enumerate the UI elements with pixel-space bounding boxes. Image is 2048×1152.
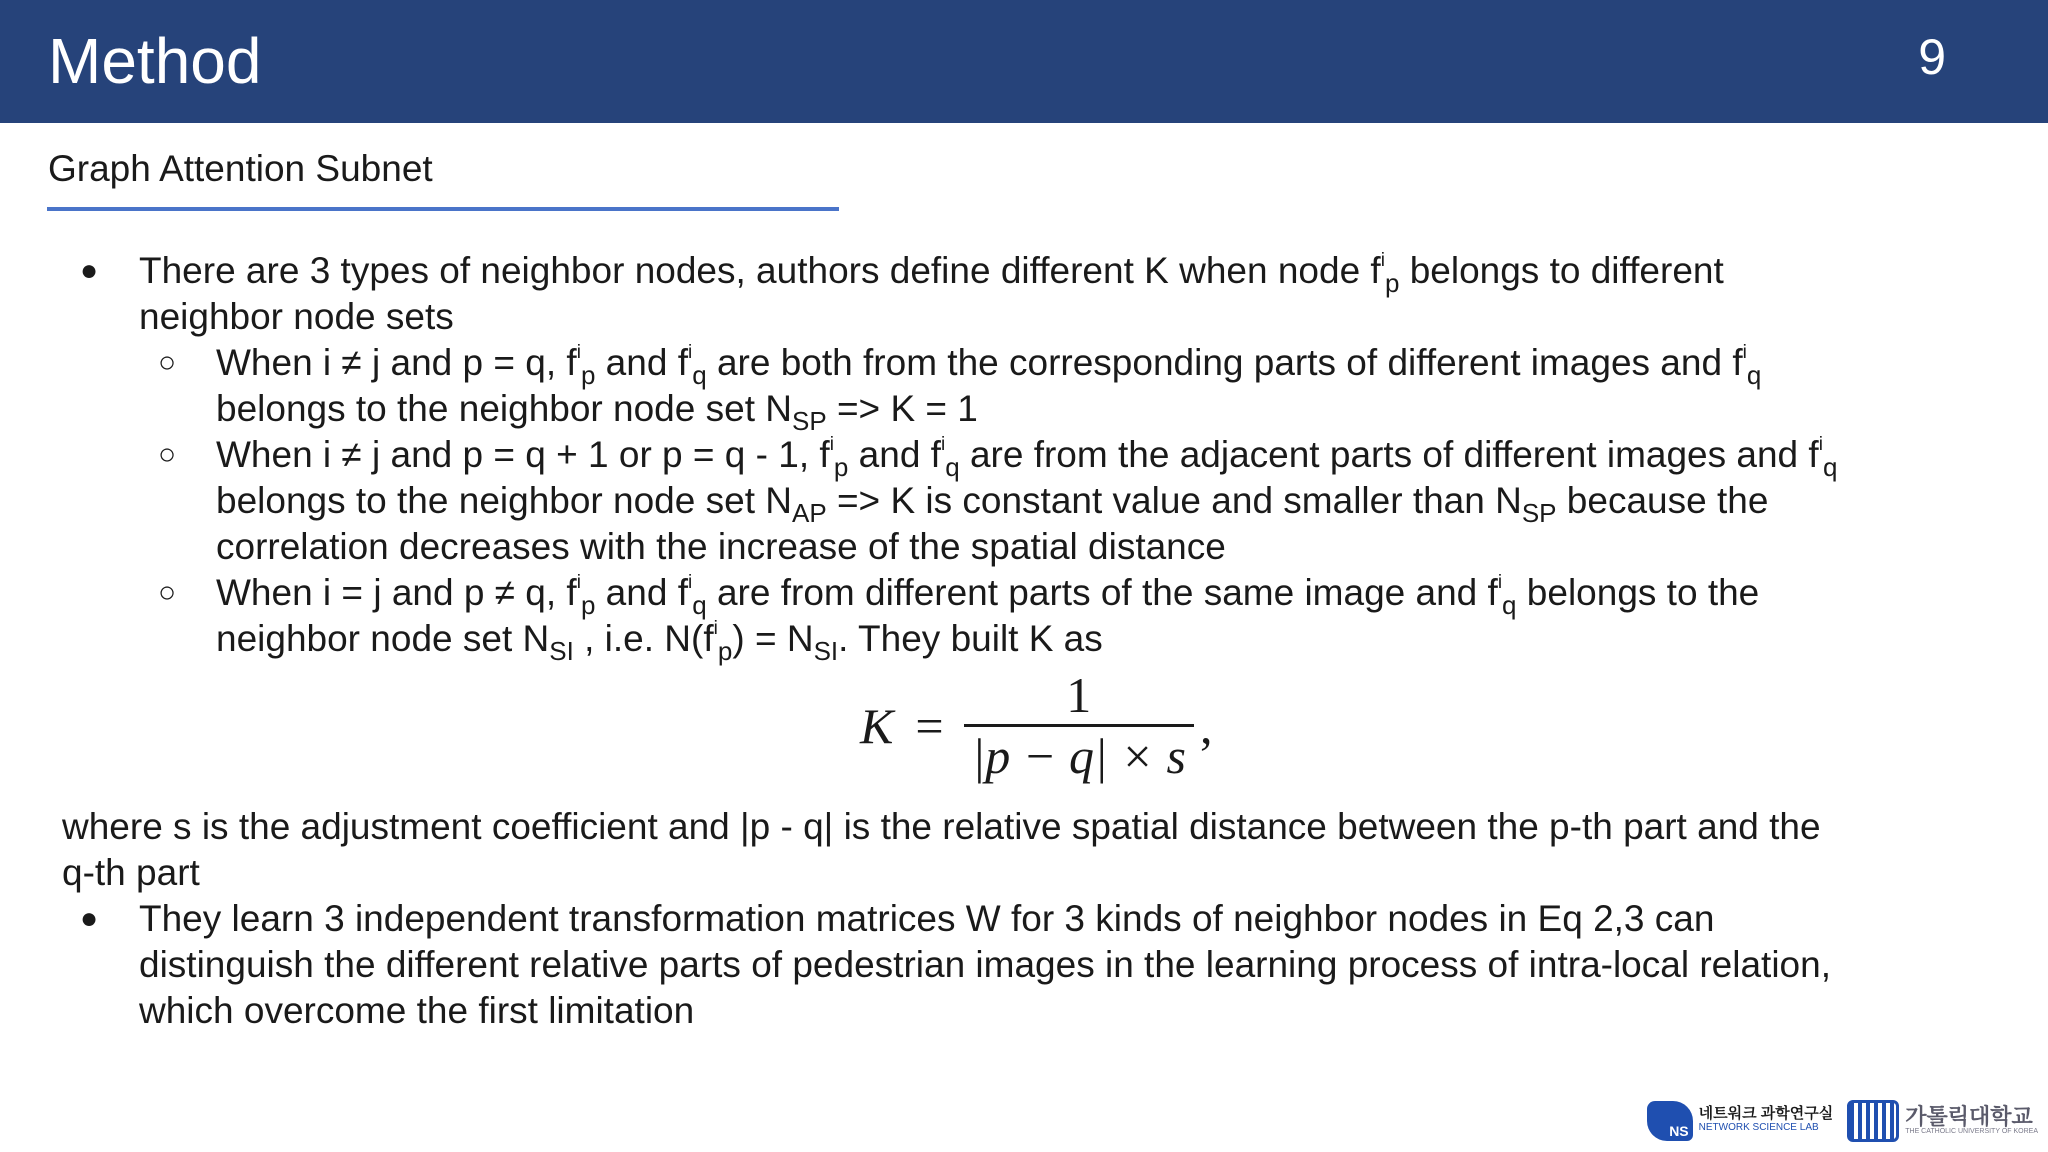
sub-bullet-text: => K is constant value and smaller than N — [826, 480, 1522, 521]
superscript: i — [940, 434, 946, 455]
sub-bullet-sp — [0, 340, 2048, 436]
superscript: i — [1742, 342, 1747, 363]
sub-bullet-text: are from different parts of the same image and f — [706, 572, 1498, 613]
university-name-english: THE CATHOLIC UNIVERSITY OF KOREA — [1905, 1127, 2038, 1135]
subscript: SP — [791, 406, 827, 436]
sub-bullet-text: belongs to the neighbor node set N — [216, 480, 792, 521]
bullet-neighbor-types — [0, 248, 2048, 340]
slide-title: Method — [48, 25, 262, 97]
subscript: p — [580, 360, 596, 390]
subscript: AP — [791, 498, 827, 528]
sub-bullet-text: are both from the corresponding parts of different images and f — [706, 342, 1743, 383]
subtitle-underline — [47, 207, 839, 211]
equation-lhs: K — [860, 697, 894, 754]
bullet-text: neighbor node sets — [139, 296, 454, 337]
sub-bullet-text: When i = j and p ≠ q, f — [216, 572, 577, 613]
subscript: SI — [549, 636, 574, 666]
sub-bullet-text: because the — [1556, 480, 1769, 521]
superscript: i — [576, 572, 581, 593]
superscript: i — [1380, 250, 1385, 271]
sub-bullet-text: When i ≠ j and p = q, f — [216, 342, 577, 383]
lab-logo-mark: NS — [1647, 1101, 1693, 1141]
bullet-text: distinguish the different relative parts of pedestrian images in the learning process of intra-local relation, — [139, 944, 1831, 985]
sub-bullet-text: neighbor node set N — [216, 618, 550, 659]
sub-bullet-text: are from the adjacent parts of different images and f — [959, 434, 1819, 475]
sub-bullet-text: . They built K as — [838, 618, 1103, 659]
network-science-lab-logo — [1647, 1101, 1834, 1141]
equation-k — [0, 662, 2048, 804]
subscript: q — [945, 452, 960, 482]
lab-name-english: NETWORK SCIENCE LAB — [1698, 1122, 1819, 1133]
subscript: q — [692, 360, 707, 390]
sub-bullet-text: correlation decreases with the increase of the spatial distance — [216, 526, 1226, 567]
bullet-text: They learn 3 independent transformation matrices W for 3 kinds of neighbor nodes in Eq 2,3 can — [139, 898, 1715, 939]
catholic-university-logo — [1847, 1100, 2038, 1142]
sub-bullet-text: belongs to the — [1516, 572, 1760, 613]
subscript: q — [1746, 360, 1762, 390]
sub-bullet-ap — [0, 432, 2048, 570]
subscript: p — [833, 452, 849, 482]
bullet-transformation-matrices — [0, 896, 2048, 1034]
superscript: i — [713, 618, 718, 639]
paragraph-text: where s is the adjustment coefficient and |p - q| is the relative spatial distance between the p-th part and the — [62, 806, 1821, 847]
sub-bullet-text: ) = N — [732, 618, 814, 659]
equation-comma: , — [1200, 697, 1213, 754]
slide-header — [0, 0, 2048, 123]
equation-numerator: 1 — [1066, 667, 1092, 723]
bullet-text: belongs to different — [1399, 250, 1724, 291]
subscript: p — [1384, 268, 1400, 298]
superscript: i — [1497, 572, 1503, 593]
sub-bullet-text: and f — [595, 342, 688, 383]
sub-bullet-text: , i.e. N(f — [573, 618, 714, 659]
superscript: i — [687, 342, 693, 363]
superscript: i — [576, 342, 581, 363]
subscript: SP — [1521, 498, 1557, 528]
subscript: q — [692, 590, 707, 620]
slide-content — [0, 248, 2048, 1034]
sub-bullet-text: and f — [848, 434, 941, 475]
sub-bullet-si — [0, 570, 2048, 666]
page-number: 9 — [1918, 29, 1946, 85]
bullet-text: There are 3 types of neighbor nodes, authors define different K when node f — [139, 250, 1381, 291]
sub-bullet-text: belongs to the neighbor node set N — [216, 388, 792, 429]
university-emblem-icon — [1847, 1100, 1899, 1142]
paragraph-text: q-th part — [62, 852, 200, 893]
equation-fraction — [964, 667, 1194, 784]
equation-equals: = — [915, 697, 944, 754]
subscript: q — [1502, 590, 1517, 620]
sub-bullet-text: => K = 1 — [826, 388, 978, 429]
lab-name-korean: 네트워크 과학연구실 — [1698, 1105, 1834, 1122]
superscript: i — [829, 434, 834, 455]
subscript: p — [717, 636, 733, 666]
subscript: SI — [813, 636, 839, 666]
sub-bullet-text: and f — [595, 572, 688, 613]
subscript: q — [1822, 452, 1838, 482]
superscript: i — [687, 572, 693, 593]
subscript: p — [580, 590, 596, 620]
university-name-korean: 가톨릭대학교 — [1905, 1103, 2033, 1129]
footer-logos — [1647, 1100, 2038, 1142]
equation-denominator: |p − q| × s — [964, 724, 1194, 779]
section-subtitle: Graph Attention Subnet — [48, 148, 433, 189]
where-paragraph — [0, 804, 2048, 896]
sub-bullet-text: When i ≠ j and p = q + 1 or p = q - 1, f — [216, 434, 830, 475]
bullet-text: which overcome the first limitation — [139, 990, 695, 1031]
superscript: i — [1818, 434, 1823, 455]
